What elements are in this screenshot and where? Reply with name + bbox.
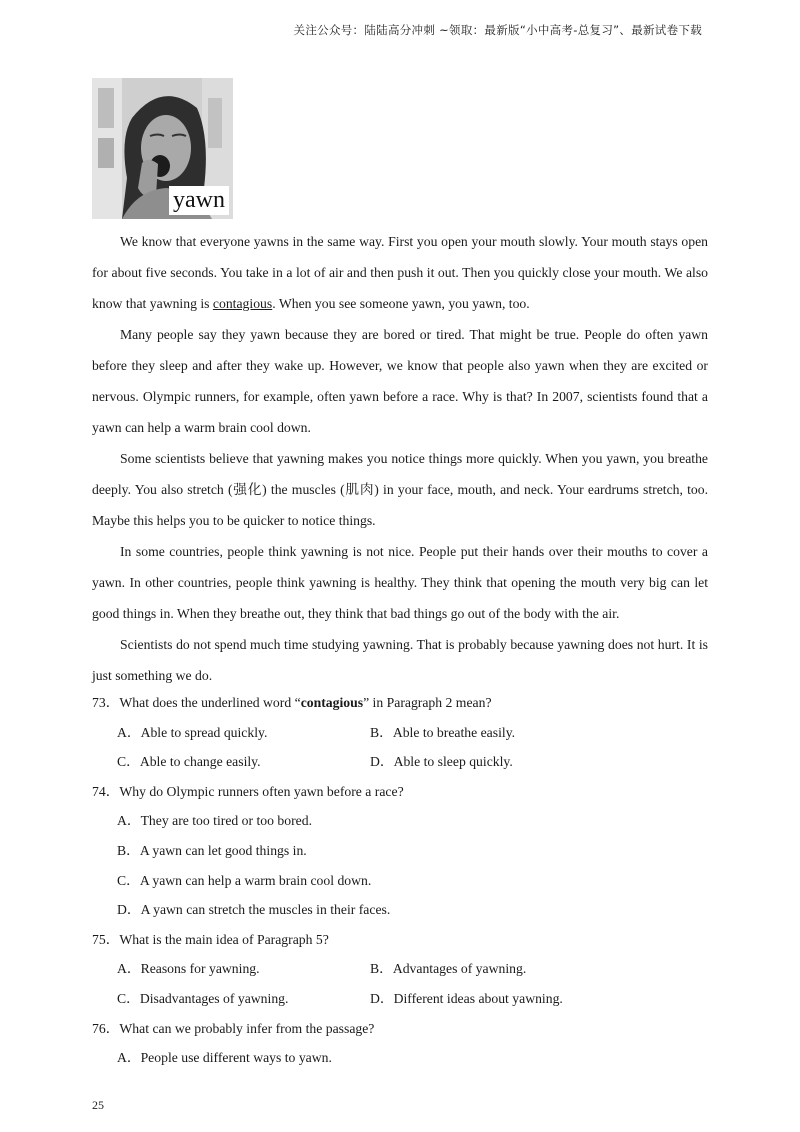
question-73-keyword: contagious — [300, 695, 364, 710]
question-73-text-end: ” in Paragraph 2 mean? — [363, 695, 492, 710]
yawn-photo — [92, 78, 233, 219]
question-76-option-a[interactable]: A．People use different ways to yawn. — [117, 1050, 332, 1066]
paragraph-1-text-end: . When you see someone yawn, you yawn, too. — [272, 296, 530, 311]
question-74-option-b[interactable]: B．A yawn can let good things in. — [117, 842, 307, 858]
question-73-option-b[interactable]: B．Able to breathe easily. — [370, 724, 516, 740]
question-75-stem: 75．What is the main idea of Paragraph 5? — [92, 931, 329, 947]
page-number: 25 — [92, 1098, 104, 1112]
question-73-option-a[interactable]: A．Able to spread quickly. — [117, 724, 268, 740]
question-74-option-a[interactable]: A．They are too tired or too bored. — [117, 813, 312, 829]
question-76-stem: 76．What can we probably infer from the passage? — [92, 1020, 375, 1036]
question-75-option-a[interactable]: A．Reasons for yawning. — [117, 961, 260, 977]
underlined-word: contagious — [212, 296, 273, 311]
question-75-option-c[interactable]: C．Disadvantages of yawning. — [117, 990, 289, 1006]
question-76-options — [92, 1043, 712, 1073]
question-73-options — [92, 718, 712, 777]
paragraph-5: Scientists do not spend much time studying yawning. That is probably because yawning does not hurt. It is just something we do. — [92, 637, 708, 683]
page-header: 关注公众号：陆陆高分冲刺 ~领取：最新版“小中高考-总复习”、最新试卷下载 — [293, 23, 702, 37]
question-74-option-c[interactable]: C．A yawn can help a warm brain cool down. — [117, 872, 372, 888]
question-74-options — [92, 806, 712, 924]
question-74-stem: 74．Why do Olympic runners often yawn before a race? — [92, 783, 404, 799]
figure-caption: yawn — [169, 186, 229, 215]
question-75-option-d[interactable]: D．Different ideas about yawning. — [370, 990, 563, 1006]
question-74-option-d[interactable]: D．A yawn can stretch the muscles in their faces. — [117, 902, 391, 918]
paragraph-1-text: We know that everyone yawns in the same way. First you open your mouth slowly. Your mouth stays open for about five seconds. You take in a lot of air and then push it out. Then you quickly close your mouth. We also know that yawning is — [92, 234, 708, 311]
question-75-options — [92, 954, 712, 1013]
paragraph-3: Some scientists believe that yawning makes you notice things more quickly. When you yawn, you breathe deeply. You also stretch (强化) the muscles (肌肉) in your face, mouth, and neck. Your eardrums stretch, too. Maybe this helps you to be quicker to notice things. — [92, 451, 708, 528]
paragraph-2: Many people say they yawn because they are bored or tired. That might be true. People do often yawn before they sleep and after they wake up. However, we know that people also yawn when they are excited or nervous. Olympic runners, for example, often yawn before a race. Why is that? In 2007, scientists found that a yawn can help a warm brain cool down. — [92, 327, 708, 435]
question-73-option-c[interactable]: C．Able to change easily. — [117, 754, 261, 770]
question-list — [92, 688, 712, 1073]
question-75-option-b[interactable]: B．Advantages of yawning. — [370, 961, 527, 977]
reading-passage — [92, 226, 708, 691]
question-73-option-d[interactable]: D．Able to sleep quickly. — [370, 754, 513, 770]
paragraph-4: In some countries, people think yawning is not nice. People put their hands over their mouths to cover a yawn. In other countries, people think yawning is healthy. They think that opening the mouth very big can let good things in. When they breathe out, they think that bad things go out of the body with the air. — [92, 544, 708, 621]
question-73-stem — [92, 688, 712, 718]
question-73-text: 73．What does the underlined word “ — [92, 695, 301, 710]
paragraph-1 — [92, 226, 708, 319]
